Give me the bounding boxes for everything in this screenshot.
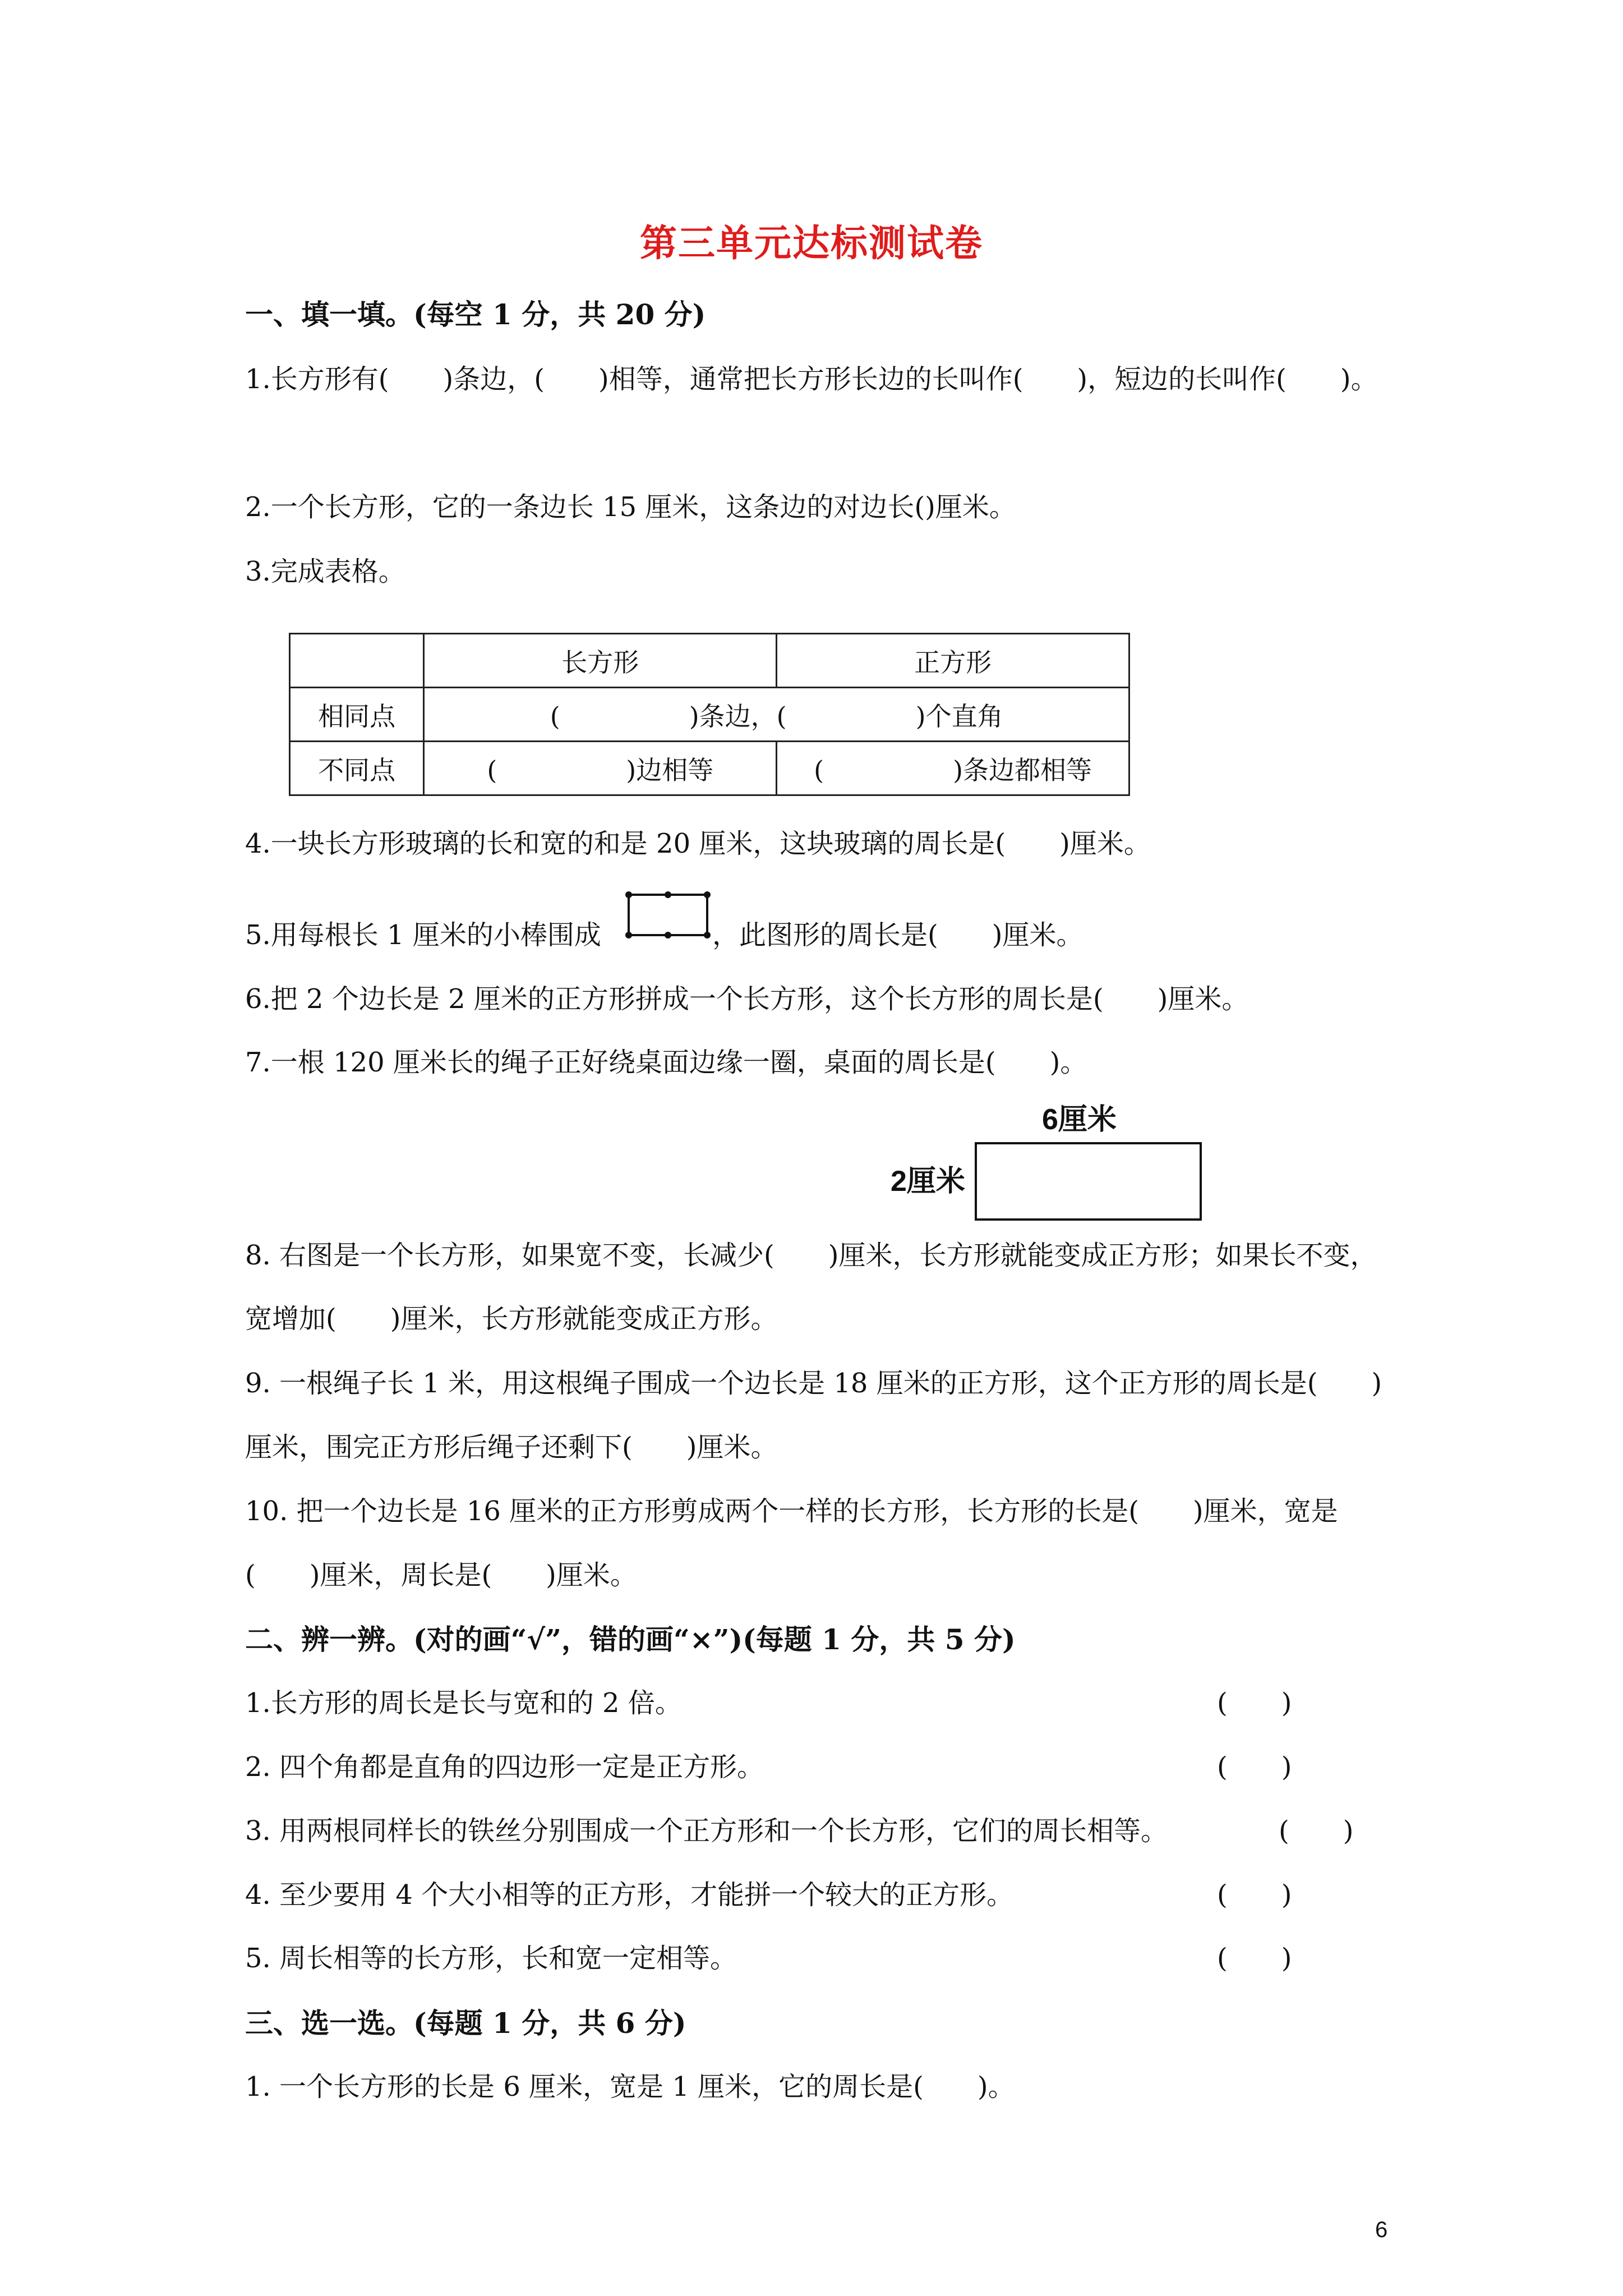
judge-answer-blank: ( ) xyxy=(1279,1815,1354,1847)
comparison-table xyxy=(289,633,1130,796)
section-2-heading: 二、辨一辨。(对的画“√”，错的画“×”)(每题 1 分，共 5 分) xyxy=(245,1623,1016,1656)
judge-item: 5. 周长相等的长方形，长和宽一定相等。 xyxy=(245,1943,737,1974)
table-row-label-same: 相同点 xyxy=(290,688,424,742)
fill-question-3: 3.完成表格。 xyxy=(245,556,405,587)
table-row xyxy=(290,742,1129,795)
judge-item: 2. 四个角都是直角的四边形一定是正方形。 xyxy=(245,1751,764,1783)
rectangle-figure xyxy=(975,1142,1202,1221)
fill-question-7: 7.一根 120 厘米长的绳子正好绕桌面边缘一圈，桌面的周长是( )。 xyxy=(245,1047,1087,1078)
fill-question-10-line-2: ( )厘米，周长是( )厘米。 xyxy=(245,1559,637,1591)
choose-question-1: 1. 一个长方形的长是 6 厘米，宽是 1 厘米，它的周长是( )。 xyxy=(245,2071,1015,2102)
fill-question-10-line-1: 10. 把一个边长是 16 厘米的正方形剪成两个一样的长方形，长方形的长是( )厘米，宽是 xyxy=(245,1496,1338,1527)
fill-question-9-line-1: 9. 一根绳子长 1 米，用这根绳子围成一个边长是 18 厘米的正方形，这个正方形的周长是( ) xyxy=(245,1368,1382,1399)
table-row xyxy=(290,688,1129,742)
table-header-empty xyxy=(290,634,424,688)
fill-question-8-line-2: 宽增加( )厘米，长方形就能变成正方形。 xyxy=(245,1303,778,1335)
table-header-square: 正方形 xyxy=(777,634,1129,688)
judge-answer-blank: ( ) xyxy=(1217,1687,1292,1719)
page-number: 6 xyxy=(1375,2217,1388,2242)
fill-question-9-line-2: 厘米，围完正方形后绳子还剩下( )厘米。 xyxy=(245,1432,778,1463)
table-header-rectangle: 长方形 xyxy=(424,634,777,688)
judge-answer-blank: ( ) xyxy=(1217,1943,1292,1974)
table-cell-different-rectangle: ( )边相等 xyxy=(424,742,777,795)
fill-question-2: 2.一个长方形，它的一条边长 15 厘米，这条边的对边长()厘米。 xyxy=(245,491,1016,523)
table-header-row xyxy=(290,634,1129,688)
fill-question-4: 4.一块长方形玻璃的长和宽的和是 20 厘米，这块玻璃的周长是( )厘米。 xyxy=(245,828,1151,859)
figure-length-label: 6厘米 xyxy=(1042,1103,1117,1136)
judge-answer-blank: ( ) xyxy=(1217,1879,1292,1911)
page-title: 第三单元达标测试卷 xyxy=(640,221,983,265)
fill-question-5-part-b: ，此图形的周长是( )厘米。 xyxy=(712,919,1083,951)
section-3-heading: 三、选一选。(每题 1 分，共 6 分) xyxy=(245,2007,686,2040)
fill-question-8-line-1: 8. 右图是一个长方形，如果宽不变，长减少( )厘米，长方形就能变成正方形；如果长不变， xyxy=(245,1240,1377,1271)
judge-answer-blank: ( ) xyxy=(1217,1751,1292,1783)
stick-figure-icon xyxy=(624,890,711,941)
section-1-heading: 一、填一填。(每空 1 分，共 20 分) xyxy=(245,298,706,331)
figure-width-label: 2厘米 xyxy=(891,1165,965,1198)
judge-item: 3. 用两根同样长的铁丝分别围成一个正方形和一个长方形，它们的周长相等。 xyxy=(245,1815,1168,1847)
table-row-label-different: 不同点 xyxy=(290,742,424,795)
table-cell-same: ( )条边，( )个直角 xyxy=(424,688,1129,742)
fill-question-1: 1.长方形有( )条边，( )相等，通常把长方形长边的长叫作( )，短边的长叫作( )。 xyxy=(245,364,1378,395)
fill-question-5-part-a: 5.用每根长 1 厘米的小棒围成 xyxy=(245,919,601,951)
judge-item: 4. 至少要用 4 个大小相等的正方形，才能拼一个较大的正方形。 xyxy=(245,1879,1014,1911)
judge-item: 1.长方形的周长是长与宽和的 2 倍。 xyxy=(245,1687,682,1719)
table-cell-different-square: ( )条边都相等 xyxy=(777,742,1129,795)
fill-question-6: 6.把 2 个边长是 2 厘米的正方形拼成一个长方形，这个长方形的周长是( )厘米。 xyxy=(245,983,1249,1015)
